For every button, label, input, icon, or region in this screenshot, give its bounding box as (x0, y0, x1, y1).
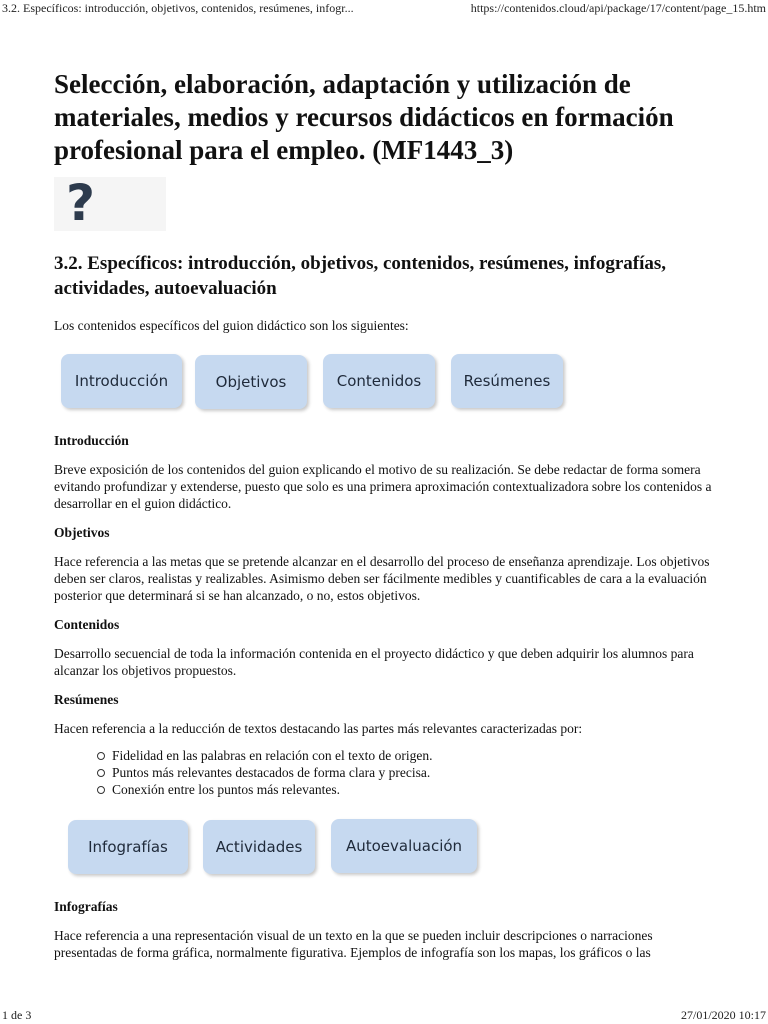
heading-objetivos: Objetivos (54, 525, 110, 540)
text-contenidos: Desarrollo secuencial de toda la información contenida en el proyecto didáctico y que deben adquirir los alumnos para alcanzar los objetivos propuestos. (54, 646, 694, 678)
print-datetime: 27/01/2020 10:17 (680, 1008, 766, 1022)
heading-infografias: Infografías (54, 899, 118, 914)
section-title: 3.2. Específicos: introducción, objetivos, contenidos, resúmenes, infografías, actividades, autoevaluación (54, 253, 667, 299)
question-mark-image (54, 174, 166, 232)
list-item: Conexión entre los puntos más relevantes. (112, 781, 718, 798)
text-introduccion: Breve exposición de los contenidos del guion explicando el motivo de su realización. Se debe redactar de forma somera evitando profundizar y extenderse, puesto que solo es una primera aproximación contextualizadora sobre los contenidos a desarrollar en el guion didáctico. (54, 462, 712, 511)
chip-actividades: Actividades (203, 820, 315, 874)
chip-autoevaluacion: Autoevaluación (331, 819, 477, 873)
browser-page-title: 3.2. Específicos: introducción, objetivos, contenidos, resúmenes, infogr... (2, 1, 354, 15)
chip-resumenes: Resúmenes (451, 354, 563, 408)
chip-introduccion: Introducción (61, 354, 182, 408)
document-title: Selección, elaboración, adaptación y utilización de materiales, medios y recursos didácticos en formación profesional para el empleo. (MF1443_3) (54, 69, 674, 165)
chips-row-1 (54, 354, 718, 416)
list-item: Fidelidad en las palabras en relación con el texto de origen. (112, 747, 718, 764)
chip-contenidos: Contenidos (323, 354, 435, 408)
text-infografias: Hace referencia a una representación visual de un texto en la que se pueden incluir descripciones o narraciones presentadas de forma gráfica, normalmente figurativa. Ejemplos de infografía son los mapas, los gráficos o las (54, 928, 653, 960)
chips-row-2 (54, 820, 718, 882)
list-item: Puntos más relevantes destacados de forma clara y precisa. (112, 764, 718, 781)
intro-text: Los contenidos específicos del guion didáctico son los siguientes: (54, 318, 409, 333)
question-mark-icon: ? (66, 174, 96, 232)
resumenes-list (54, 747, 718, 798)
heading-resumenes: Resúmenes (54, 692, 119, 707)
heading-contenidos: Contenidos (54, 617, 120, 632)
chip-objetivos: Objetivos (195, 355, 307, 409)
text-objetivos: Hace referencia a las metas que se pretende alcanzar en el desarrollo del proceso de enseñanza aprendizaje. Los objetivos deben ser claros, realistas y realizables. Asimismo deben ser fácilmente medibles y cuantificables de cara a la evaluación posterior que determinará si se han alcanzado, o no, estos objetivos. (54, 554, 710, 603)
heading-introduccion: Introducción (54, 433, 129, 448)
text-resumenes: Hacen referencia a la reducción de textos destacando las partes más relevantes caracterizadas por: (54, 721, 583, 736)
chip-infografias: Infografías (68, 820, 188, 874)
browser-url: https://contenidos.cloud/api/package/17/content/page_15.htm (470, 1, 766, 15)
page-count: 1 de 3 (2, 1008, 32, 1022)
page-content (54, 68, 718, 961)
